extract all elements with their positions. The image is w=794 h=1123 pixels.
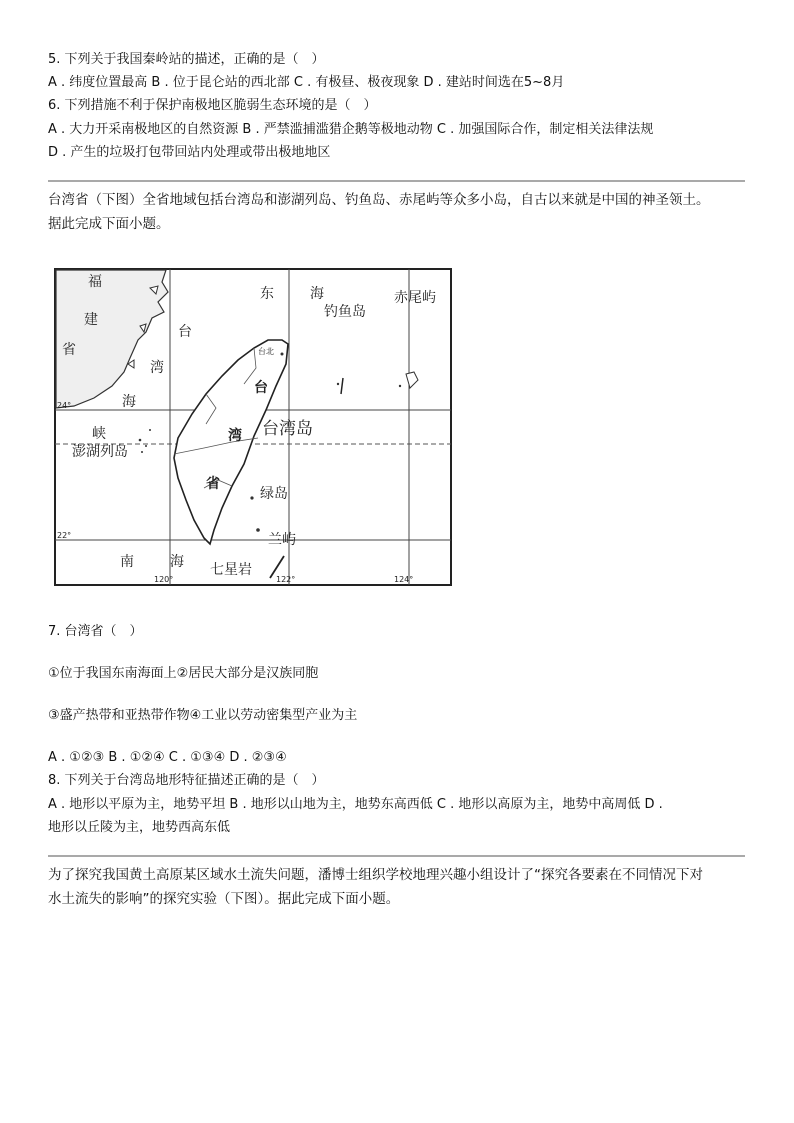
loess-intro-line2: 水土流失的影响”的探究实验（下图）。据此完成下面小题。 bbox=[48, 891, 400, 907]
penghu-islands bbox=[139, 439, 142, 442]
chiwei-label: 赤尾屿 bbox=[394, 290, 436, 306]
fujian-label-3: 省 bbox=[62, 342, 76, 358]
q5-stem: 5. 下列关于我国秦岭站的描述，正确的是（ ） bbox=[48, 52, 325, 67]
donghai-label-2: 海 bbox=[310, 286, 324, 302]
taiwan-map bbox=[54, 268, 452, 586]
lat-24-label: 24° bbox=[57, 401, 72, 410]
q7-item-12: ①位于我国东南海面上②居民大部分是汉族同胞 bbox=[48, 666, 319, 681]
q6-options-line2: D . 产生的垃圾打包带回站内处理或带出极地地区 bbox=[48, 145, 331, 160]
province-label-3: 省 bbox=[206, 476, 220, 492]
lat-22-label: 22° bbox=[57, 531, 72, 540]
q7-stem: 7. 台湾省（ ） bbox=[48, 624, 143, 639]
penghu-label: 澎湖列岛 bbox=[72, 444, 128, 460]
lanyu-island bbox=[256, 528, 260, 532]
q8-options-line1: A . 地形以平原为主，地势平坦 B . 地形以山地为主，地势东高西低 C . 地形以高原为主，地势中高周低 D . bbox=[48, 797, 663, 812]
q6-stem: 6. 下列措施不利于保护南极地区脆弱生态环境的是（ ） bbox=[48, 98, 377, 113]
taiwan-island-label: 台湾岛 bbox=[262, 419, 313, 439]
donghai-label-1: 东 bbox=[260, 286, 274, 302]
nanhai-label-1: 南 bbox=[120, 554, 134, 570]
strait-label-4: 峡 bbox=[92, 426, 106, 442]
qixingyan-label: 七星岩 bbox=[210, 562, 252, 578]
strait-label-1: 台 bbox=[178, 324, 192, 340]
strait-label-2: 湾 bbox=[150, 360, 164, 376]
section-divider-2 bbox=[48, 855, 745, 857]
loess-intro-line1: 为了探究我国黄土高原某区域水土流失问题，潘博士组织学校地理兴趣小组设计了“探究各要素在不同情况下对 bbox=[48, 867, 703, 883]
lon-122-label: 122° bbox=[276, 575, 296, 584]
lon-120-label: 120° bbox=[154, 575, 174, 584]
q6-options-line1: A . 大力开采南极地区的自然资源 B . 严禁滥捕滥猎企鹅等极地动物 C . 加强国际合作，制定相关法律法规 bbox=[48, 122, 654, 137]
q5-options: A . 纬度位置最高 B . 位于昆仑站的西北部 C . 有极昼、极夜现象 D . 建站时间选在5~8月 bbox=[48, 75, 565, 90]
fujian-label-1: 福 bbox=[88, 274, 102, 290]
taiwan-intro-line2: 据此完成下面小题。 bbox=[48, 216, 170, 232]
section-divider bbox=[48, 180, 745, 182]
q8-stem: 8. 下列关于台湾岛地形特征描述正确的是（ ） bbox=[48, 773, 325, 788]
diaoyu-island bbox=[337, 383, 339, 385]
lvdao-label: 绿岛 bbox=[260, 486, 288, 502]
q8-options-line2: 地形以丘陵为主，地势西高东低 bbox=[48, 820, 231, 835]
diaoyu-label: 钓鱼岛 bbox=[324, 304, 366, 320]
taibei-label: 台北 bbox=[258, 347, 274, 356]
province-label-2: 湾 bbox=[228, 428, 242, 444]
province-label-1: 台 bbox=[254, 380, 268, 396]
nanhai-label-2: 海 bbox=[170, 554, 184, 570]
strait-label-3: 海 bbox=[122, 394, 136, 410]
taiwan-intro-line1: 台湾省（下图）全省地域包括台湾岛和澎湖列岛、钓鱼岛、赤尾屿等众多小岛，自古以来就是中国的神圣领土。 bbox=[48, 192, 710, 208]
fujian-label-2: 建 bbox=[84, 312, 98, 328]
lvdao-island bbox=[250, 496, 253, 499]
lon-124-label: 124° bbox=[394, 575, 414, 584]
q7-options: A . ①②③ B . ①②④ C . ①③④ D . ②③④ bbox=[48, 750, 287, 765]
q7-item-34: ③盛产热带和亚热带作物④工业以劳动密集型产业为主 bbox=[48, 708, 358, 723]
lanyu-label: 兰屿 bbox=[268, 532, 296, 548]
